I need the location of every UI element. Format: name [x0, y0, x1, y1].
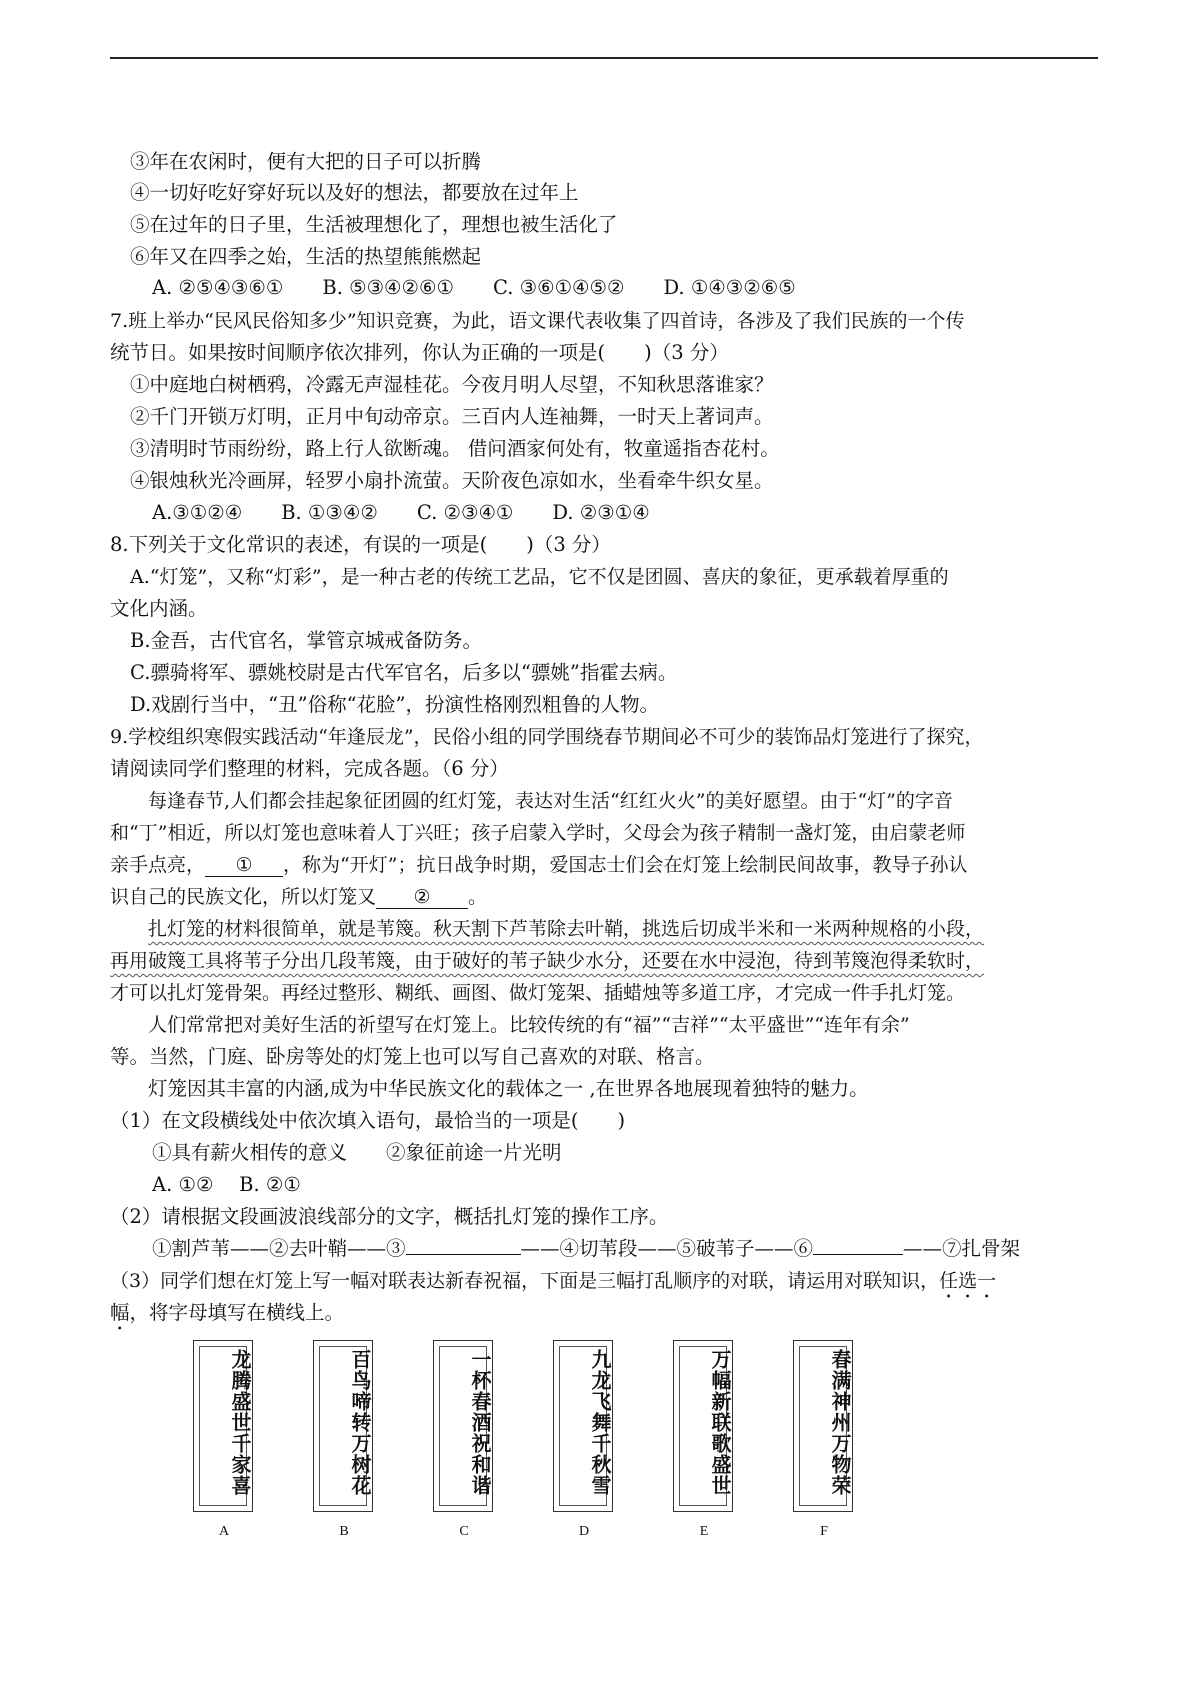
passage-p4: 灯笼因其丰富的内涵,成为中华民族文化的载体之一 ,在世界各地展现着独特的魅力。 [148, 1077, 869, 1100]
blank-2[interactable]: ② [376, 886, 468, 909]
couplet-a [193, 1340, 253, 1512]
passage-p3-line2: 等。当然，门庭、卧房等处的灯笼上也可以写自己喜欢的对联、格言。 [110, 1045, 715, 1068]
passage-p1-line1: 每逢春节,人们都会挂起象征团圆的红灯笼，表达对生活“红红火火”的美好愿望。由于“灯”的字音 [148, 790, 953, 812]
passage-p1-line3-end: ，称为“开灯”；抗日战争时期，爱国志士们会在灯笼上绘制民间故事，教导子孙认 [283, 854, 968, 876]
couplet-c-text: 一杯春酒祝和谐 [468, 1349, 492, 1496]
sub3-stem-a: （3）同学们想在灯笼上写一幅对联表达新春祝福，下面是三幅打乱顺序的对联，请运用对联知识， [110, 1270, 940, 1292]
q7-poem-2: ②千门开锁万灯明，正月中旬动帝京。三百内人连袖舞，一时天上著词声。 [130, 405, 774, 428]
sub3-emphasis-2: 幅 [110, 1301, 130, 1324]
sub3-stem-line1 [110, 1269, 996, 1303]
couplet-label-e: E [699, 1524, 709, 1539]
sub2-seq-b: ——④切苇段——⑤破苇子——⑥ [520, 1237, 814, 1260]
q7-poem-4: ④银烛秋光冷画屏，轻罗小扇扑流萤。天阶夜色凉如水，坐看牵牛织女星。 [130, 469, 774, 492]
couplet-label-b: B [339, 1524, 349, 1539]
sub3-stem-line2 [110, 1301, 344, 1335]
q6-item-4: ④一切好吃好穿好玩以及好的想法，都要放在过年上 [130, 181, 579, 204]
q8-option-b: B.金吾，古代官名，掌管京城戒备防务。 [130, 629, 483, 652]
couplet-label-c: C [459, 1524, 469, 1539]
q6-options: A. ②⑤④③⑥① B. ⑤③④②⑥① C. ③⑥①④⑤② D. ①④③②⑥⑤ [152, 276, 796, 299]
q8-stem: 8.下列关于文化常识的表述，有误的一项是( )（3 分） [110, 533, 611, 556]
q7-poem-3: ③清明时节雨纷纷，路上行人欲断魂。 借问酒家何处有，牧童遥指杏花村。 [130, 437, 780, 460]
q8-option-c: C.骠骑将军、骠姚校尉是古代军官名，后多以“骠姚”指霍去病。 [130, 661, 678, 684]
couplet-f-text: 春满神州万物荣 [828, 1349, 852, 1496]
passage-p1-line4 [110, 885, 487, 909]
sub2-seq-c: ——⑦扎骨架 [903, 1237, 1021, 1260]
q9-stem-line1: 9.学校组织寒假实践活动“年逢辰龙”，民俗小组的同学围绕春节期间必不可少的装饰品灯笼进行了探究， [110, 726, 984, 748]
q7-stem-line2: 统节日。如果按时间顺序依次排列，你认为正确的一项是( )（3 分） [110, 341, 729, 364]
couplet-b-text: 百鸟啼转万树花 [348, 1349, 372, 1496]
couplet-d [553, 1340, 613, 1512]
couplet-label-a: A [218, 1524, 230, 1539]
couplet-f [793, 1340, 853, 1512]
couplet-d-text: 九龙飞舞千秋雪 [588, 1349, 612, 1496]
passage-p2-line1-text: 扎灯笼的材料很简单，就是苇篾。秋天割下芦苇除去叶鞘，挑选后切成半米和一米两种规格的小段， [148, 918, 985, 940]
q6-item-6: ⑥年又在四季之始，生活的热望熊熊燃起 [130, 245, 482, 268]
sub3-stem-b: ，将字母填写在横线上。 [129, 1301, 345, 1324]
passage-p1-line4-start: 识自己的民族文化，所以灯笼又 [110, 886, 377, 908]
sub2-blank-3[interactable] [406, 1254, 521, 1255]
sub3-emphasis: 任选一 [939, 1270, 997, 1292]
q8-option-d: D.戏剧行当中，“丑”俗称“花脸”，扮演性格刚烈粗鲁的人物。 [130, 693, 660, 716]
q7-poem-1: ①中庭地白树栖鸦，冷露无声湿桂花。今夜月明人尽望，不知秋思落谁家？ [130, 373, 774, 396]
q8-option-a: A.“灯笼”，又称“灯彩”，是一种古老的传统工艺品，它不仅是团圆、喜庆的象征，更承载着厚重的 [130, 566, 949, 588]
passage-p3-line1: 人们常常把对美好生活的祈望写在灯笼上。比较传统的有“福”“吉祥”“太平盛世”“连年有余” [148, 1014, 910, 1036]
couplet-label-d: D [578, 1524, 590, 1539]
q6-item-3: ③年在农闲时，便有大把的日子可以折腾 [130, 150, 482, 173]
sub1-stem: （1）在文段横线处中依次填入语句，最恰当的一项是( ) [110, 1109, 626, 1132]
passage-p2-line1 [148, 917, 984, 941]
passage-p1-line3 [110, 853, 967, 877]
couplet-label-f: F [820, 1524, 828, 1539]
sub1-options: A. ①② B. ②① [152, 1173, 301, 1196]
q9-stem-line2: 请阅读同学们整理的材料，完成各题。（6 分） [110, 757, 509, 780]
sub2-seq-a: ①割芦苇——②去叶鞘——③ [152, 1237, 406, 1260]
header-rule [110, 57, 1098, 59]
couplet-e-text: 万幅新联歌盛世 [708, 1349, 732, 1496]
passage-p2-line2 [110, 949, 984, 973]
sub2-stem: （2）请根据文段画波浪线部分的文字，概括扎灯笼的操作工序。 [110, 1205, 669, 1228]
blank-1[interactable]: ① [205, 854, 283, 877]
couplet-c [433, 1340, 493, 1512]
sub2-blank-6[interactable] [813, 1254, 903, 1255]
passage-p2-line2-text: 再用破篾工具将苇子分出几段苇篾，由于破好的苇子缺少水分，还要在水中浸泡，待到苇篾泡得柔软时， [110, 950, 985, 972]
couplet-b [313, 1340, 373, 1512]
sub2-sequence [152, 1237, 1020, 1261]
passage-p1-line4-end: 。 [468, 886, 488, 908]
q6-item-5: ⑤在过年的日子里，生活被理想化了，理想也被生活化了 [130, 213, 618, 236]
sub1-items: ①具有薪火相传的意义 ②象征前途一片光明 [152, 1141, 562, 1164]
q7-stem-line1: 7.班上举办“民风民俗知多少”知识竞赛，为此，语文课代表收集了四首诗，各涉及了我们民族的一个传 [110, 310, 965, 332]
q8-option-a-cont: 文化内涵。 [110, 597, 208, 620]
passage-p1-line3-start: 亲手点亮， [110, 854, 206, 876]
q7-options: A.③①②④ B. ①③④② C. ②③④① D. ②③①④ [152, 501, 650, 524]
passage-p2-line3: 才可以扎灯笼骨架。再经过整形、糊纸、画图、做灯笼架、插蜡烛等多道工序，才完成一件手扎灯笼。 [110, 982, 966, 1004]
couplet-e [673, 1340, 733, 1512]
couplet-a-text: 龙腾盛世千家喜 [228, 1349, 252, 1496]
passage-p1-line2: 和“丁”相近，所以灯笼也意味着人丁兴旺；孩子启蒙入学时，父母会为孩子精制一盏灯笼，由启蒙老师 [110, 822, 966, 844]
